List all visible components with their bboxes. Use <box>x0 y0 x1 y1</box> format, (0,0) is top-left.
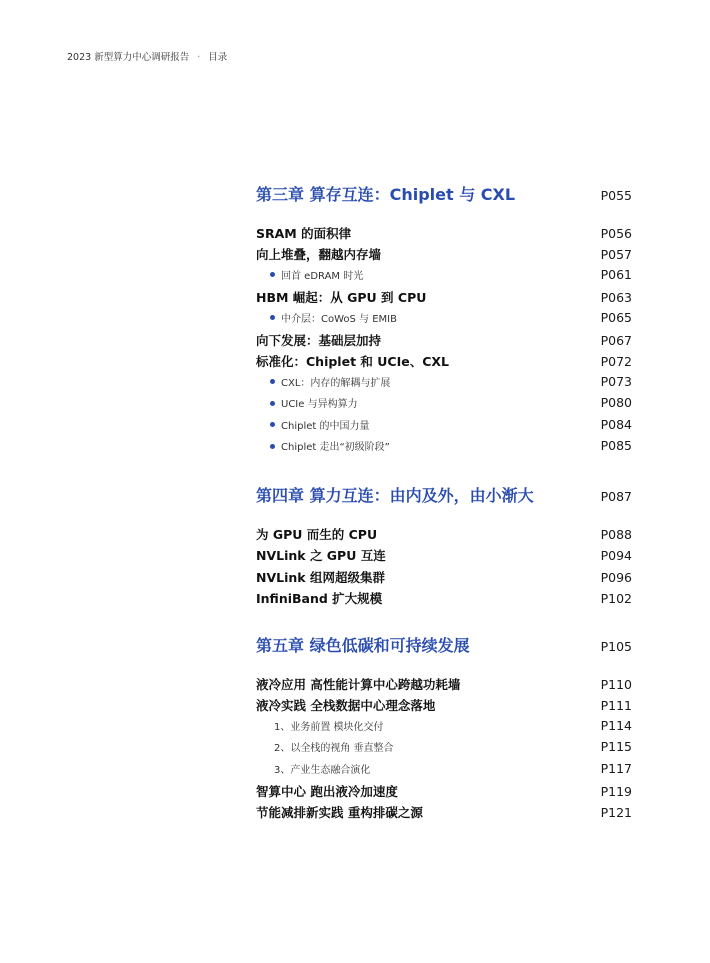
header-section-label: 目录 <box>208 52 228 63</box>
entry-page-number: P063 <box>600 290 632 306</box>
entry-page-number: P121 <box>600 805 632 821</box>
toc-section-entry[interactable] <box>256 331 632 349</box>
entry-page-number: P084 <box>600 416 632 432</box>
toc-section-entry[interactable] <box>256 224 632 242</box>
entry-page-number: P094 <box>600 548 632 564</box>
toc-section-entry[interactable] <box>256 589 632 607</box>
report-title: 2023 新型算力中心调研报告 <box>67 52 190 63</box>
entry-title <box>256 310 397 325</box>
toc-section-entry[interactable] <box>256 696 632 714</box>
toc-section-entry[interactable] <box>256 288 632 306</box>
entry-title-text: Chiplet 走出“初级阶段” <box>281 442 390 453</box>
chapter-page-number: P087 <box>600 489 632 504</box>
entry-page-number: P119 <box>600 784 632 799</box>
entry-title-text: UCIe 与异构算力 <box>281 399 358 411</box>
bullet-icon <box>270 315 275 320</box>
entry-title: 智算中心 跑出液冷加速度 <box>256 784 398 799</box>
toc-subsection-entry[interactable] <box>256 395 632 410</box>
entry-page-number: P088 <box>600 527 632 542</box>
entry-page-number: P072 <box>600 354 632 370</box>
entry-title: 向下发展：基础层加持 <box>256 333 382 348</box>
toc-subsection-entry[interactable] <box>256 438 632 453</box>
chapter-heading[interactable] <box>256 182 632 205</box>
chapter-title: 第四章 算力互连：由内及外，由小渐大 <box>256 486 534 505</box>
entry-page-number: P096 <box>600 569 632 585</box>
entry-page-number: P057 <box>600 247 632 263</box>
entry-title-text: Chiplet 的中国力量 <box>281 420 370 432</box>
toc-section-entry[interactable] <box>256 525 632 543</box>
entry-title: 3、产业生态融合演化 <box>274 764 371 776</box>
toc-section-entry[interactable] <box>256 245 632 263</box>
entry-page-number: P115 <box>600 739 632 755</box>
entry-title: NVLink 组网超级集群 <box>256 569 385 585</box>
entry-page-number: P080 <box>600 395 632 411</box>
entry-title <box>256 395 358 410</box>
toc-subsection-entry[interactable] <box>256 718 632 733</box>
entry-title-text: 中介层：CoWoS 与 EMIB <box>281 313 397 325</box>
toc-section-entry[interactable] <box>256 568 632 586</box>
toc-section-entry[interactable] <box>256 352 632 370</box>
entry-page-number: P117 <box>600 760 632 776</box>
toc-section-entry[interactable] <box>256 675 632 693</box>
entry-title <box>256 438 390 453</box>
bullet-icon <box>270 379 275 384</box>
entry-title: NVLink 之 GPU 互连 <box>256 548 386 564</box>
entry-title: InfiniBand 扩大规模 <box>256 591 383 607</box>
toc-subsection-entry[interactable] <box>256 310 632 325</box>
entry-title-text: CXL：内存的解耦与扩展 <box>281 377 391 389</box>
entry-title: SRAM 的面积律 <box>256 226 352 241</box>
bullet-icon <box>270 401 275 406</box>
chapter-page-number: P055 <box>600 188 632 203</box>
toc-subsection-entry[interactable] <box>256 374 632 389</box>
bullet-icon <box>270 272 275 277</box>
toc-subsection-entry[interactable] <box>256 739 632 754</box>
entry-title: HBM 崛起：从 GPU 到 CPU <box>256 290 427 306</box>
running-header <box>67 49 227 63</box>
entry-page-number: P061 <box>600 266 632 282</box>
entry-title <box>256 267 363 282</box>
bullet-icon <box>270 444 275 449</box>
entry-page-number: P114 <box>600 717 632 733</box>
entry-title: 液冷应用 高性能计算中心跨越功耗墙 <box>256 677 461 692</box>
toc-subsection-entry[interactable] <box>256 761 632 776</box>
toc-section-entry[interactable] <box>256 803 632 821</box>
toc-section-entry[interactable] <box>256 782 632 800</box>
entry-title <box>256 417 369 432</box>
entry-page-number: P073 <box>600 373 632 389</box>
entry-page-number: P056 <box>600 226 632 241</box>
entry-page-number: P110 <box>600 677 632 692</box>
entry-page-number: P111 <box>600 698 632 714</box>
entry-title-text: 回首 eDRAM 时光 <box>281 270 364 282</box>
entry-title: 2、以全栈的视角 垂直整合 <box>274 743 394 755</box>
chapter-title: 第五章 绿色低碳和可持续发展 <box>256 636 470 655</box>
header-separator: · <box>197 52 201 63</box>
entry-title: 标准化：Chiplet 和 UCIe、CXL <box>256 354 449 370</box>
entry-title: 液冷实践 全栈数据中心理念落地 <box>256 698 436 714</box>
chapter-heading[interactable] <box>256 633 632 656</box>
chapter-title: 第三章 算存互连：Chiplet 与 CXL <box>256 185 516 204</box>
entry-title: 为 GPU 而生的 CPU <box>256 527 378 542</box>
toc-subsection-entry[interactable] <box>256 417 632 432</box>
bullet-icon <box>270 422 275 427</box>
entry-page-number: P102 <box>600 591 632 607</box>
toc-section-entry[interactable] <box>256 546 632 564</box>
chapter-heading[interactable] <box>256 483 632 506</box>
entry-title <box>256 374 390 389</box>
entry-page-number: P065 <box>600 309 632 325</box>
toc-subsection-entry[interactable] <box>256 267 632 282</box>
chapter-page-number: P105 <box>600 639 632 654</box>
entry-page-number: P085 <box>600 438 632 453</box>
entry-title: 节能减排新实践 重构排碳之源 <box>256 805 423 821</box>
entry-title: 1、业务前置 模块化交付 <box>274 721 384 733</box>
entry-page-number: P067 <box>600 333 632 348</box>
entry-title: 向上堆叠，翻越内存墙 <box>256 247 382 263</box>
